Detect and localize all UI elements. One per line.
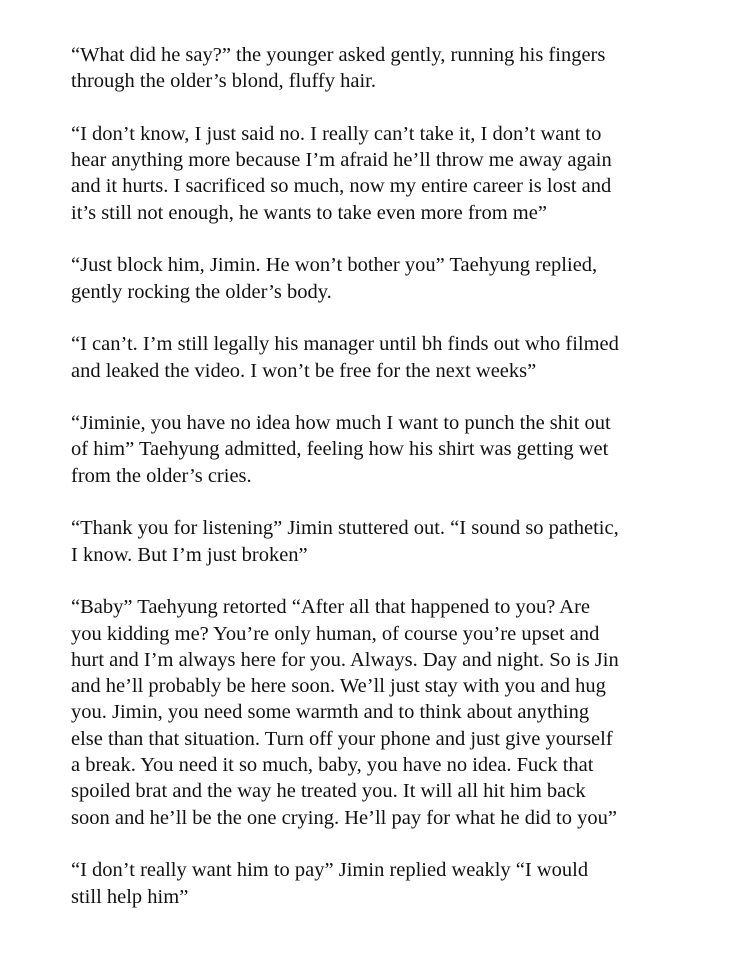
text-line: you kidding me? You’re only human, of course you’re upset and [71, 622, 600, 645]
text-line: it’s still not enough, he wants to take even more from me” [71, 201, 547, 224]
text-line: from the older’s cries. [71, 464, 252, 487]
text-line: else than that situation. Turn off your phone and just give yourself [71, 727, 613, 750]
paragraph-6 [71, 515, 711, 568]
text-line: “Baby” Taehyung retorted “After all that happened to you? Are [71, 596, 591, 619]
text-line: hear anything more because I’m afraid he’ll throw me away again [71, 149, 612, 172]
text-line: and he’ll probably be here soon. We’ll just stay with you and hug [71, 675, 606, 698]
text-line: you. Jimin, you need some warmth and to think about anything [71, 701, 590, 724]
text-line: gently rocking the older’s body. [71, 280, 332, 303]
paragraph-3 [71, 252, 711, 305]
text-line: “I don’t know, I just said no. I really can’t take it, I don’t want to [71, 122, 602, 145]
text-line: of him” Taehyung admitted, feeling how his shirt was getting wet [71, 438, 609, 461]
paragraph-5 [71, 410, 711, 489]
text-line: I know. But I’m just broken” [71, 543, 308, 566]
text-line: “What did he say?” the younger asked gently, running his fingers [71, 44, 606, 66]
text-line: a break. You need it so much, baby, you have no idea. Fuck that [71, 754, 594, 777]
text-line: “Thank you for listening” Jimin stuttered out. “I sound so pathetic, [71, 517, 619, 540]
paragraph-1 [71, 42, 711, 95]
paragraph-7 [71, 594, 711, 831]
text-line: hurt and I’m always here for you. Always. Day and night. So is Jin [71, 648, 619, 671]
text-line: spoiled brat and the way he treated you. It will all hit him back [71, 780, 586, 803]
text-line: through the older’s blond, fluffy hair. [71, 70, 376, 93]
text-line: “Jiminie, you have no idea how much I want to punch the shit out [71, 412, 611, 435]
paragraph-2 [71, 121, 711, 226]
text-line: and leaked the video. I won’t be free for the next weeks” [71, 359, 537, 382]
text-line: and it hurts. I sacrificed so much, now my entire career is lost and [71, 175, 612, 198]
text-line: “Just block him, Jimin. He won’t bother you” Taehyung replied, [71, 254, 598, 277]
paragraph-8 [71, 857, 711, 910]
text-line: soon and he’ll be the one crying. He’ll pay for what he did to you” [71, 806, 617, 829]
paragraph-4 [71, 331, 711, 384]
text-line: “I can’t. I’m still legally his manager until bh finds out who filmed [71, 333, 619, 356]
text-line: “I don’t really want him to pay” Jimin replied weakly “I would [71, 859, 589, 882]
text-line: still help him” [71, 885, 189, 908]
document-page [71, 42, 711, 936]
